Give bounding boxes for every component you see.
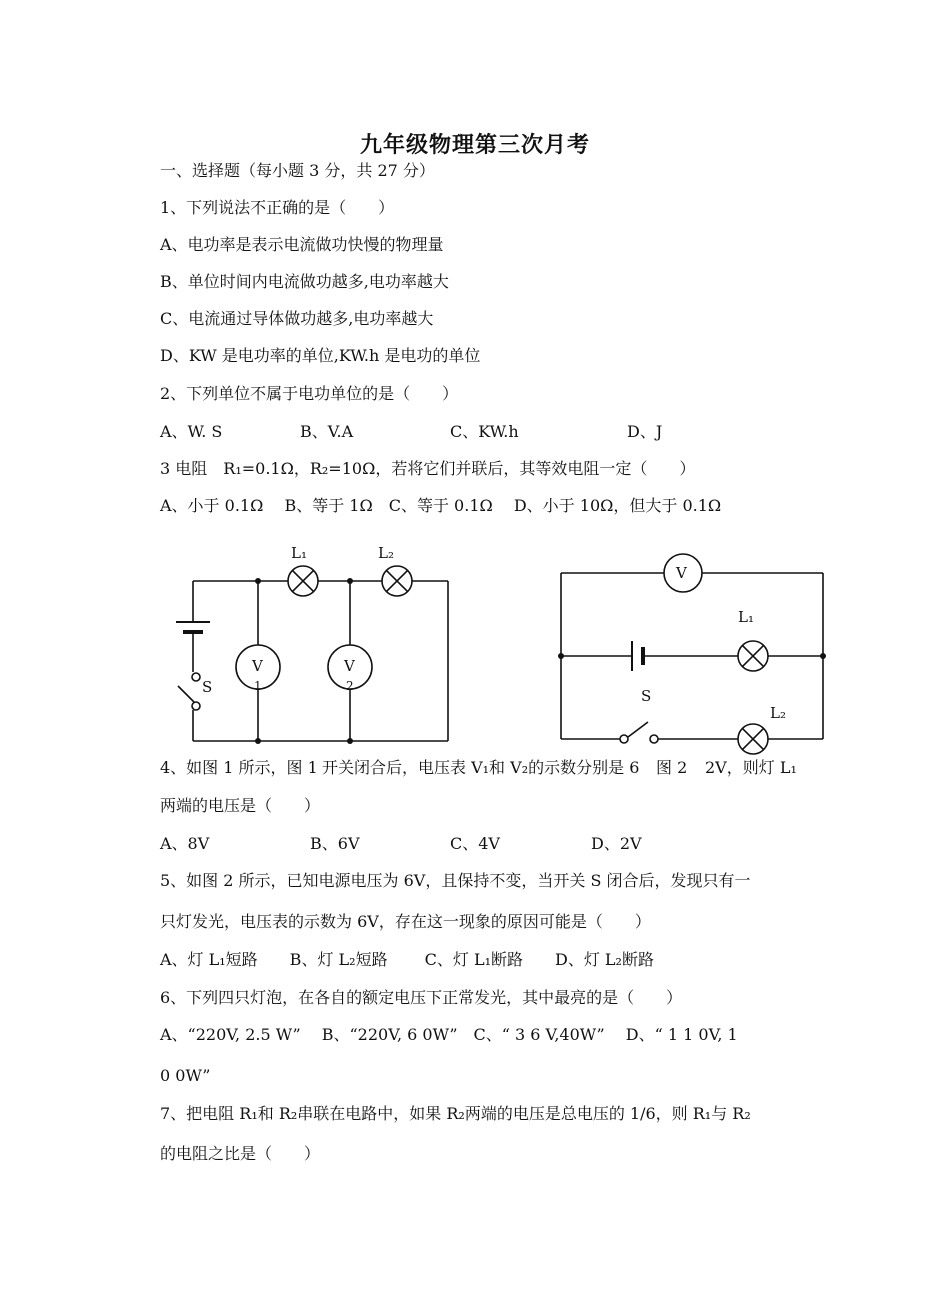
fig1-label-l1: L₁: [291, 544, 307, 562]
fig2-label-l1: L₁: [738, 608, 754, 626]
page-title: 九年级物理第三次月考: [359, 132, 590, 158]
q4-option-a: A、8V: [160, 834, 210, 853]
q5-options: A、灯 L₁短路 B、灯 L₂短路 C、灯 L₁断路 D、灯 L₂断路: [160, 950, 654, 969]
fig2-label-switch: S: [641, 687, 652, 705]
q2-option-a: A、W. S: [160, 422, 223, 441]
q4-option-c: C、4V: [450, 834, 500, 853]
q4-option-b: B、6V: [310, 834, 360, 853]
q1-option-a: A、电功率是表示电流做功快慢的物理量: [160, 235, 444, 254]
q7-line2: 的电阻之比是（ ）: [160, 1144, 321, 1163]
fig1-label-l2: L₂: [378, 544, 394, 562]
fig1-label-v1-index: 1: [254, 679, 262, 693]
q4-figure-caption: 图 2: [656, 758, 688, 777]
fig2-label-v: V: [676, 564, 687, 582]
q6-options-continued: 0 0W”: [160, 1066, 211, 1085]
q1-option-b: B、单位时间内电流做功越多,电功率越大: [160, 272, 449, 291]
q2-stem: 2、下列单位不属于电功单位的是（ ）: [160, 384, 459, 403]
q4-line2: 两端的电压是（ ）: [160, 796, 321, 815]
q1-option-d: D、KW 是电功率的单位,KW.h 是电功的单位: [160, 346, 481, 365]
q2-option-d: D、J: [627, 422, 663, 441]
section-heading: 一、选择题（每小题 3 分，共 27 分）: [160, 161, 435, 180]
q7-line1: 7、把电阻 R₁和 R₂串联在电路中，如果 R₂两端的电压是总电压的 1/6，则 R₁与 R₂: [160, 1104, 751, 1123]
q4-line1-part-b: 开关闭合后，电压表 V₁和 V₂的示数分别是 6: [322, 758, 640, 777]
figure1-circuit: [176, 566, 448, 741]
q1-option-c: C、电流通过导体做功越多,电功率越大: [160, 309, 434, 328]
q5-line1: 5、如图 2 所示，已知电源电压为 6V，且保持不变，当开关 S 闭合后，发现只有一: [160, 871, 751, 890]
fig1-label-v2-index: 2: [346, 679, 354, 693]
q3-options: A、小于 0.1Ω B、等于 1Ω C、等于 0.1Ω D、小于 10Ω，但大于 0.1Ω: [160, 496, 722, 515]
q1-stem: 1、下列说法不正确的是（ ）: [160, 198, 395, 217]
fig1-label-v1: V: [252, 657, 263, 675]
q3-stem: 3 电阻 R₁=0.1Ω，R₂=10Ω，若将它们并联后，其等效电阻一定（ ）: [160, 459, 696, 478]
q6-options: A、“220V, 2.5 W” B、“220V, 6 0W” C、“ 3 6 V,40W” D、“ 1 1 0V, 1: [160, 1025, 738, 1044]
fig1-label-v2: V: [344, 657, 355, 675]
q6-stem: 6、下列四只灯泡，在各自的额定电压下正常发光，其中最亮的是（ ）: [160, 988, 683, 1007]
q4-line1-part-a: 4、如图 1 所示，图 1: [160, 758, 318, 777]
q2-option-b: B、V.A: [300, 422, 354, 441]
q2-option-c: C、KW.h: [450, 422, 519, 441]
q4-option-d: D、2V: [591, 834, 642, 853]
fig2-label-l2: L₂: [770, 704, 786, 722]
fig1-label-switch: S: [202, 678, 213, 696]
q5-line2: 只灯发光，电压表的示数为 6V，存在这一现象的原因可能是（ ）: [160, 912, 651, 931]
figure2-circuit: [561, 554, 823, 754]
q4-line1-part-d: 2V，则灯 L₁: [705, 758, 797, 777]
